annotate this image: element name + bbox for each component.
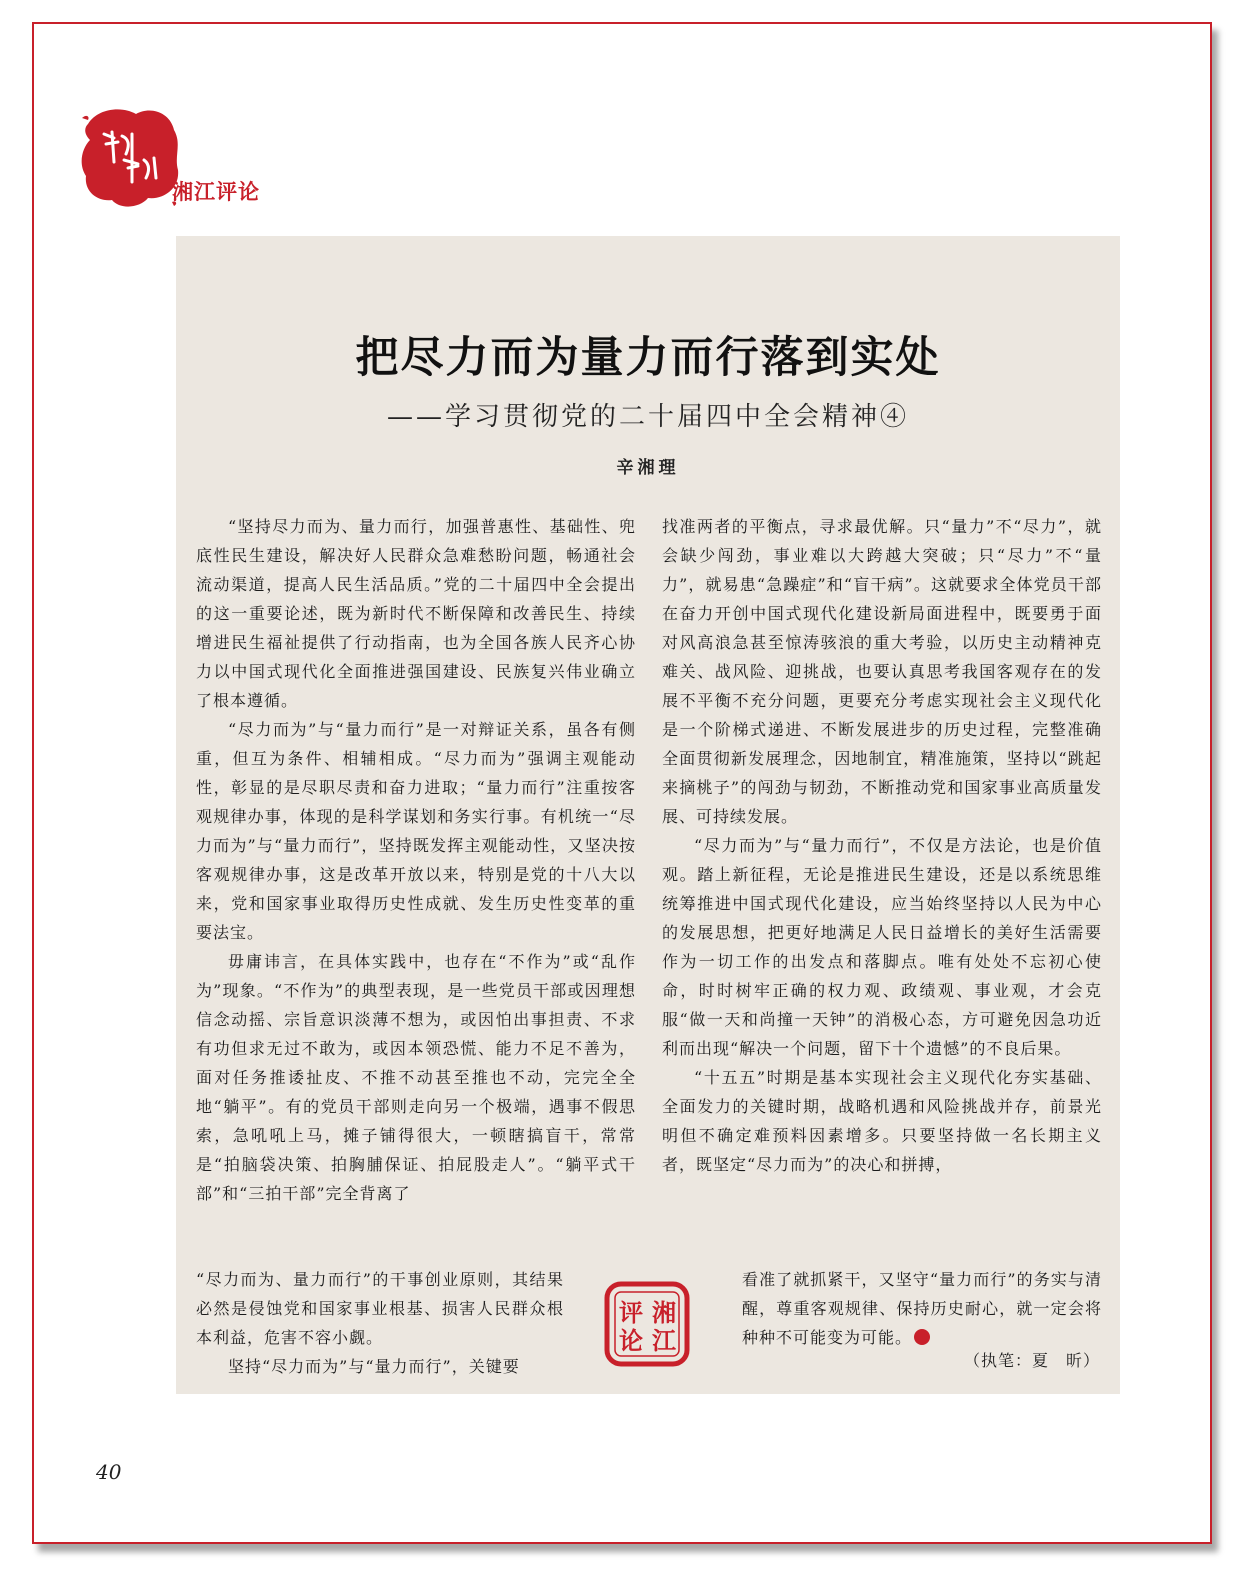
page-number: 40 <box>96 1460 122 1484</box>
xiangjiang-logo-icon <box>78 104 182 212</box>
svg-text:论: 论 <box>619 1327 643 1355</box>
left-column <box>196 512 636 1208</box>
svg-text:评: 评 <box>619 1299 643 1327</box>
right-column <box>662 512 1102 1179</box>
paragraph: 毋庸讳言，在具体实践中，也存在“不作为”或“乱作为”现象。“不作为”的典型表现，是一些党员干部或因理想信念动摇、宗旨意识淡薄不想为，或因怕出事担责、不求有功但求无过不敢为，或因本领恐慌、能力不足不善为，面对任务推诿扯皮、不推不动甚至推也不动，完完全全地“躺平”。有的党员干部则走向另一个极端，遇事不假思索，急吼吼上马，摊子铺得很大，一顿瞎搞盲干，常常是“拍脑袋决策、拍胸脯保证、拍屁股走人”。“躺平式干部”和“三拍干部”完全背离了 <box>196 952 636 1203</box>
byline: （执笔：夏 昕） <box>963 1351 1100 1370</box>
paragraph: 找准两者的平衡点，寻求最优解。只“量力”不“尽力”，就会缺少闯劲，事业难以大跨越大突破；只“尽力”不“量力”，就易患“急躁症”和“盲干病”。这就要求全体党员干部在奋力开创中国式现代化建设新局面进程中，既要勇于面对风高浪急甚至惊涛骇浪的重大考验，以历史主动精神克难关、战风险、迎挑战，也要认真思考我国客观存在的发展不平衡不充分问题，更要充分考虑实现社会主义现代化是一个阶梯式递进、不断发展进步的历史过程，完整准确全面贯彻新发展理念，因地制宜，精准施策，坚持以“跳起来摘桃子”的闯劲与韧劲，不断推动党和国家事业高质量发展、可持续发展。 <box>662 517 1102 826</box>
article-title: 把尽力而为量力而行落到实处 <box>355 333 941 383</box>
article-author: 辛湘理 <box>616 458 680 478</box>
seal-stamp-icon <box>604 1281 690 1367</box>
svg-text:湘: 湘 <box>652 1299 676 1327</box>
article-box <box>176 236 1120 1394</box>
paragraph: “十五五”时期是基本实现社会主义现代化夯实基础、全面发力的关键时期，战略机遇和风险挑战并存，前景光明但不确定难预料因素增多。只要坚持做一名长期主义者，既坚定“尽力而为”的决心和拼搏， <box>662 1068 1102 1174</box>
article-subtitle: ——学习贯彻党的二十届四中全会精神④ <box>386 402 909 432</box>
column-name: 湘江评论 <box>172 180 260 204</box>
paragraph <box>742 1265 1102 1352</box>
paragraph: “坚持尽力而为、量力而行，加强普惠性、基础性、兜底性民生建设，解决好人民群众急难愁盼问题，畅通社会流动渠道，提高人民生活品质。”党的二十届四中全会提出的这一重要论述，既为新时代不断保障和改善民生、持续增进民生福祉提供了行动指南，也为全国各族人民齐心协力以中国式现代化全面推进强国建设、民族复兴伟业确立了根本遵循。 <box>196 517 636 710</box>
svg-text:江: 江 <box>652 1327 676 1355</box>
left-column-continued <box>196 1265 564 1381</box>
paragraph: 坚持“尽力而为”与“量力而行”，关键要 <box>228 1357 520 1376</box>
closing-text: 看准了就抓紧干，又坚守“量力而行”的务实与清醒，尊重客观规律、保持历史耐心，就一定会将种种不可能变为可能。 <box>742 1270 1102 1347</box>
paragraph: “尽力而为”与“量力而行”，不仅是方法论，也是价值观。踏上新征程，无论是推进民生建设，还是以系统思维统筹推进中国式现代化建设，应当始终坚持以人民为中心的发展思想，把更好地满足人民日益增长的美好生活需要作为一切工作的出发点和落脚点。唯有处处不忘初心使命，时时树牢正确的权力观、政绩观、事业观，才会克服“做一天和尚撞一天钟”的消极心态，方可避免因急功近利而出现“解决一个问题，留下十个遗憾”的不良后果。 <box>662 836 1102 1058</box>
paragraph: “尽力而为”与“量力而行”是一对辩证关系，虽各有侧重，但互为条件、相辅相成。“尽力而为”强调主观能动性，彰显的是尽职尽责和奋力进取；“量力而行”注重按客观规律办事，体现的是科学谋划和务实行事。有机统一“尽力而为”与“量力而行”，坚持既发挥主观能动性，又坚决按客观规律办事，这是改革开放以来，特别是党的十八大以来，党和国家事业取得历史性成就、发生历史性变革的重要法宝。 <box>196 720 636 942</box>
paragraph: “尽力而为、量力而行”的干事创业原则，其结果必然是侵蚀党和国家事业根基、损害人民群众根本利益，危害不容小觑。 <box>196 1270 564 1347</box>
right-column-continued <box>742 1265 1102 1352</box>
end-mark-icon <box>914 1329 930 1345</box>
